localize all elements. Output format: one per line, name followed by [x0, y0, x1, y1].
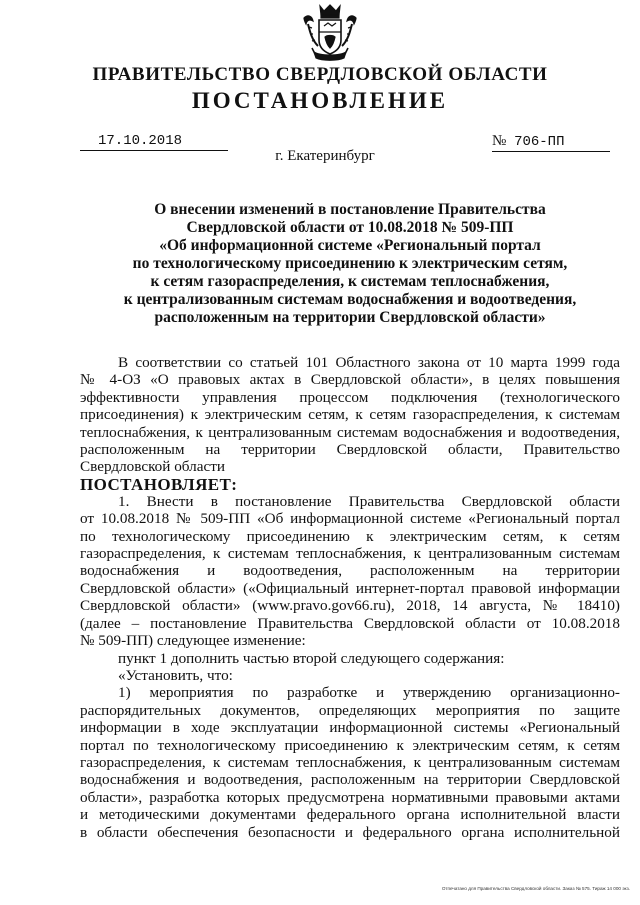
document-title: [80, 201, 620, 327]
body-line: газораспределения, к системам теплоснабжения, к централизованным системам: [80, 545, 620, 563]
coat-of-arms-icon: [298, 2, 362, 64]
organization-name: ПРАВИТЕЛЬСТВО СВЕРДЛОВСКОЙ ОБЛАСТИ: [92, 64, 548, 85]
body-line: Свердловской области» (www.pravo.gov66.ru), 2018, 14 августа, № 18410): [80, 597, 620, 615]
body-line: в области обеспечения безопасности и федерального органа исполнительной: [80, 823, 620, 841]
body-line: 1. Внести в постановление Правительства Свердловской области: [118, 492, 620, 510]
body-line: № 509-ПП) следующее изменение:: [80, 632, 306, 650]
body-line: водоснабжения и водоотведения, расположенным на территории Свердловской: [80, 771, 620, 789]
number-label: №: [492, 133, 507, 149]
body-line: В соответствии со статьей 101 Областного закона от 10 марта 1999 года: [118, 354, 620, 371]
resolution-heading: ПОСТАНОВЛЯЕТ:: [80, 474, 238, 494]
body-line: 1) мероприятия по разработке и утверждению организационно-: [118, 684, 620, 702]
title-line: «Об информационной системе «Региональный портал: [159, 237, 541, 254]
body-line: портал по технологическому присоединению к электрическим сетям, к сетям: [80, 736, 620, 754]
title-line: О внесении изменений в постановление Правительства: [154, 201, 546, 218]
body-line: «Установить, что:: [118, 666, 233, 684]
document-date: 17.10.2018: [80, 132, 228, 151]
print-footer: Отпечатано для Правительства Свердловской области. Заказ № 575. Тираж 14 000 экз.: [441, 886, 630, 891]
title-line: по технологическому присоединению к электрическим сетям,: [132, 255, 568, 272]
body-line: распорядительных документов, определяющих мероприятия по защите: [80, 701, 620, 719]
title-line: Свердловской области от 10.08.2018 № 509-ПП: [186, 219, 514, 236]
title-line: к сетям газораспределения, к системам теплоснабжения,: [150, 273, 550, 290]
body-line: информации в ходе эксплуатации информационной системы «Региональный: [80, 719, 620, 737]
body-line: водоснабжения и водоотведения, расположенным на территории: [80, 562, 620, 580]
body-line: № 4-ОЗ «О правовых актах в Свердловской области», в целях повышения: [80, 371, 620, 389]
body-line: эффективности управления процессом подключения (технологического: [80, 388, 620, 406]
body-line: теплоснабжения, к централизованным системам водоснабжения и водоотведения,: [80, 423, 620, 441]
body-line: Свердловской области: [80, 458, 225, 476]
body-line: пункт 1 дополнить частью второй следующего содержания:: [118, 649, 505, 667]
body-line: присоединения) к электрическим сетям, к сетям газораспределения, к системам: [80, 406, 620, 424]
body-line: от 10.08.2018 № 509-ПП «Об информационной системе «Региональный портал: [80, 510, 620, 528]
title-line: к централизованным системам водоснабжения и водоотведения,: [123, 291, 577, 308]
body-line: Свердловской области» («Официальный интернет-портал правовой информации: [80, 579, 620, 597]
body-line: и методическими документами федерального органа исполнительной власти: [80, 806, 620, 824]
title-line: расположенным на территории Свердловской области»: [154, 309, 546, 326]
document-number: 706-ПП: [514, 134, 565, 150]
body-line: области», разработка которых предусмотрена нормативными правовыми актами: [80, 788, 620, 806]
body-line: (далее – постановление Правительства Свердловской области от 10.08.2018: [80, 614, 620, 632]
document-body: [80, 354, 620, 841]
city-name: г. Екатеринбург: [275, 148, 375, 164]
body-line: газораспределения, к системам теплоснабжения, к централизованным системам: [80, 753, 620, 771]
body-line: по технологическому присоединению к электрическим сетям, к сетям: [80, 527, 620, 545]
document-type: ПОСТАНОВЛЕНИЕ: [191, 88, 449, 113]
body-line: расположенным на территории Свердловской области, Правительство: [80, 441, 620, 459]
